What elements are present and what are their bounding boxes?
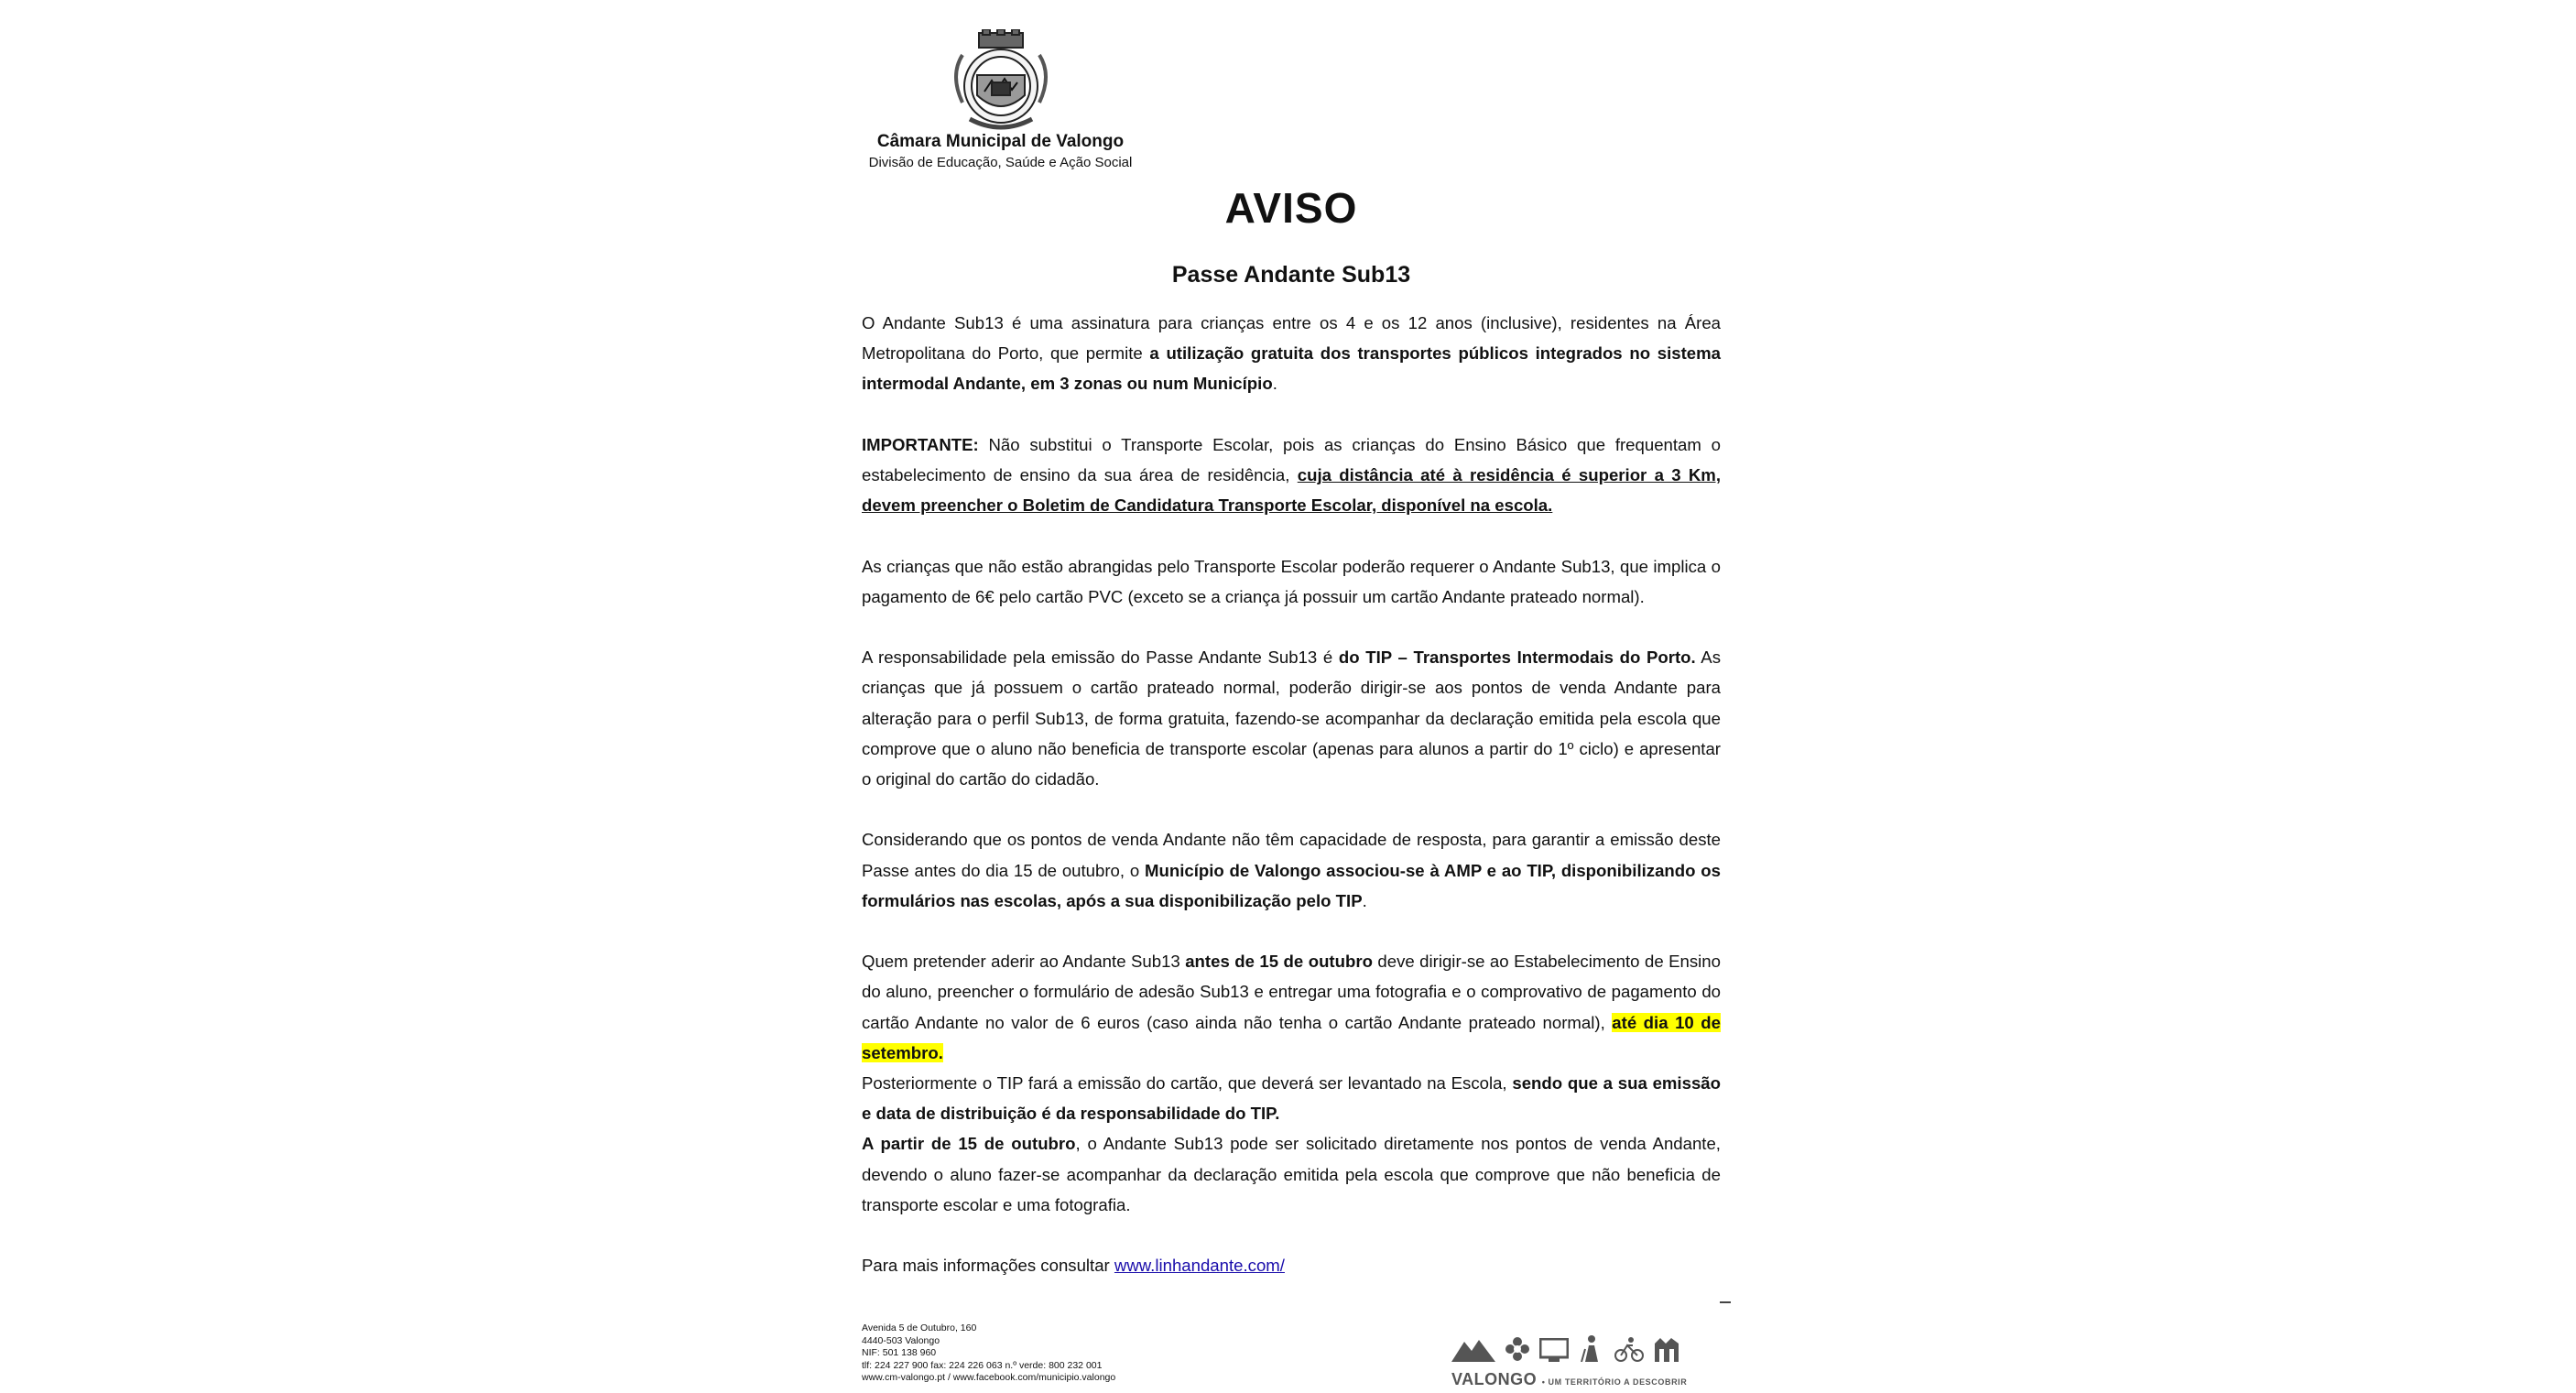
- text-run: Considerando que os pontos de venda Andante não têm capacidade de resposta, para garantir a emissão deste Passe antes do dia 15 de outubro, o: [862, 830, 1721, 880]
- organization-name: Câmara Municipal de Valongo: [876, 132, 1125, 151]
- brand-icons: [1451, 1335, 1726, 1366]
- paragraph-responsibility: [862, 642, 1721, 794]
- brand-tagline: • UM TERRITÓRIO A DESCOBRIR: [1541, 1377, 1688, 1387]
- bold-run: a utilização gratuita dos transportes públicos integrados no sistema intermodal Andante, em 3 zonas ou num Município: [862, 343, 1721, 394]
- text-run: As crianças que não estão abrangidas pelo Transporte Escolar poderão requerer o Andante Sub13, que implica o pagamento de 6€ pelo cartão PVC (exceto se a criança já possuir um cartão Andante prateado normal).: [862, 556, 1721, 606]
- footer-phones: tlf: 224 227 900 fax: 224 226 063 n.º verde: 800 232 001: [862, 1359, 1103, 1371]
- valongo-brand: [1451, 1335, 1726, 1390]
- bold-run: A partir de 15 de outubro: [862, 1134, 1076, 1154]
- text-run: .: [1272, 374, 1277, 394]
- paragraph-important: [862, 430, 1721, 521]
- bold-run: antes de 15 de outubro: [1185, 952, 1373, 972]
- municipal-crest-icon: [944, 29, 1058, 137]
- text-run: Quem pretender aderir ao Andante Sub13: [862, 952, 1186, 972]
- bold-run: Município de Valongo associou-se à AMP e ao TIP, disponibilizando os formulários nas escolas, após a sua disponibilização pelo TIP: [862, 860, 1721, 910]
- footer-websites: www.cm-valongo.pt / www.facebook.com/municipio.valongo: [862, 1372, 1116, 1384]
- text-run: Posteriormente o TIP fará a emissão do cartão, que deverá ser levantado na Escola,: [862, 1073, 1513, 1093]
- pilgrim-icon: [1578, 1334, 1605, 1366]
- text-run: , o Andante Sub13 pode ser solicitado diretamente nos pontos de venda Andante, devendo o aluno fazer-se acompanhar da declaração emitida pela escola que comprove que não beneficia de transporte escolar e uma fotografia.: [862, 1134, 1721, 1214]
- paragraph-emission: [862, 1068, 1721, 1128]
- highlighted-deadline: até dia 10 de setembro.: [862, 1012, 1721, 1062]
- flower-icon: [1505, 1336, 1530, 1366]
- footer-divider: [1720, 1301, 1731, 1303]
- screen-icon: [1539, 1338, 1569, 1366]
- notice-subtitle: Passe Andante Sub13: [1171, 262, 1411, 288]
- cyclist-icon: [1614, 1336, 1644, 1366]
- text-run: Para mais informações consultar: [862, 1256, 1114, 1276]
- important-label: IMPORTANTE:: [862, 434, 979, 454]
- text-run: Não substitui o Transporte Escolar, pois as crianças do Ensino Básico que frequentam o estabelecimento de ensino da sua área de residência,: [862, 434, 1721, 484]
- paragraph-more-info: [862, 1250, 1721, 1280]
- paragraph-description: [862, 308, 1721, 399]
- text-run: deve dirigir-se ao Estabelecimento de Ensino do aluno, preencher o formulário de adesão Sub13 e entregar uma fotografia e o comprovativo de pagamento do cartão Andante no valor de 6 euros (caso ainda não tenha o cartão Andante prateado normal),: [862, 952, 1721, 1032]
- paragraph-eligibility: [862, 551, 1721, 612]
- text-run: As crianças que já possuem o cartão prateado normal, poderão dirigir-se aos pontos de venda Andante para alteração para o perfil Sub13, de forma gratuita, fazendo-se acompanhar da declaração emitida pela escola que comprove que o aluno não beneficia de transporte escolar (apenas para alunos a partir do 1º ciclo) e apresentar o original do cartão do cidadão.: [862, 648, 1722, 789]
- notice-body: [862, 308, 1721, 1311]
- footer-street: Avenida 5 de Outubro, 160: [862, 1322, 977, 1333]
- footer-postcode: 4440-503 Valongo: [862, 1334, 940, 1346]
- linhandante-link[interactable]: www.linhandante.com/: [1114, 1256, 1285, 1276]
- bold-run: sendo que a sua emissão e data de distribuição é da responsabilidade do TIP.: [862, 1073, 1721, 1124]
- text-run: .: [1362, 890, 1367, 910]
- paragraph-application: [862, 946, 1721, 1068]
- mountain-icon: [1451, 1338, 1495, 1366]
- building-icon: [1653, 1336, 1680, 1366]
- organization-division: Divisão de Educação, Saúde e Ação Social: [868, 155, 1133, 170]
- brand-wordmark: [1451, 1370, 1726, 1389]
- footer-address: [862, 1322, 1115, 1385]
- text-run: O Andante Sub13 é uma assinatura para crianças entre os 4 e os 12 anos (inclusive), residentes na Área Metropolitana do Porto, que permite: [862, 313, 1721, 364]
- bold-run: do TIP – Transportes Intermodais do Porto.: [1338, 648, 1696, 668]
- notice-title: AVISO: [1224, 184, 1358, 232]
- paragraph-after-date: [862, 1128, 1721, 1220]
- underlined-bold-run: cuja distância até à residência é superior a 3 Km, devem preencher o Boletim de Candidatura Transporte Escolar, disponível na escola.: [862, 465, 1721, 516]
- paragraph-partnership: [862, 824, 1721, 916]
- brand-name-text: VALONGO: [1451, 1370, 1538, 1388]
- text-run: A responsabilidade pela emissão do Passe Andante Sub13 é: [862, 648, 1339, 668]
- footer-nif: NIF: 501 138 960: [862, 1347, 937, 1359]
